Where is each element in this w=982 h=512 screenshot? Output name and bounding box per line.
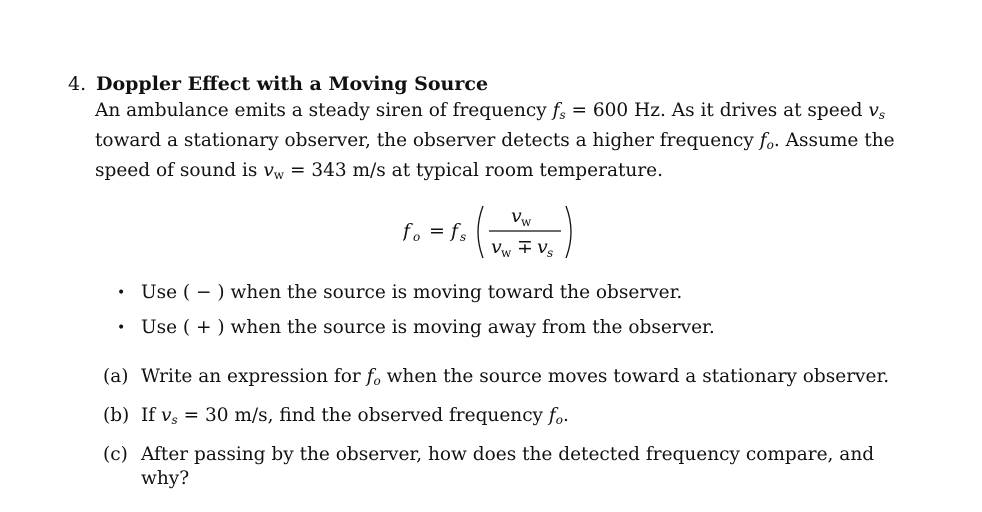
left-paren [478, 206, 483, 258]
intro-text: An ambulance emits a steady siren of frequency [95, 100, 547, 121]
math-symbol: f [552, 100, 560, 121]
formula-num-sub: w [521, 215, 532, 229]
part-label: (b) [103, 405, 130, 426]
formula-lhs: f [403, 220, 411, 242]
problem-number: 4. [68, 73, 87, 95]
part-text-line: After passing by the observer, how does the detected frequency compare, and [141, 444, 875, 465]
math-subscript: s [559, 108, 566, 122]
part-label: (c) [103, 444, 128, 465]
intro-text: = 600 Hz. [571, 100, 666, 121]
part-text-segment: = 30 m/s, find the observed frequency [183, 405, 544, 426]
part-c [103, 443, 893, 491]
part-b [103, 404, 893, 432]
intro-text: toward a stationary observer, the observer detects a higher frequency [95, 130, 754, 151]
math-symbol: v [263, 160, 274, 181]
part-text-segment: . [563, 405, 569, 426]
math-symbol: v [161, 405, 172, 426]
part-label: (a) [103, 366, 129, 387]
formula-equals: = [429, 220, 445, 242]
formula-den-v: v [491, 236, 502, 258]
bullet-icon: • [117, 285, 126, 301]
formula-fs-sub: s [460, 230, 467, 244]
math-symbol: f [366, 366, 374, 387]
intro-text: . Assume the [773, 130, 895, 151]
bullet-text: Use ( − ) when the source is moving toward the observer. [141, 282, 683, 303]
part-text-segment: Write an expression for [141, 366, 361, 387]
formula-den-op: ∓ [517, 236, 533, 258]
list-item [117, 281, 715, 316]
part-text-line: why? [141, 468, 190, 489]
math-subscript: s [171, 413, 178, 427]
intro-text: = 343 m/s at typical room temperature. [289, 160, 663, 181]
sign-rules-list [117, 281, 715, 351]
part-text-segment: when the source moves toward a stationary observer. [386, 366, 890, 387]
formula-den-vs: v [537, 236, 548, 258]
math-symbol: f [759, 130, 767, 151]
part-text-segment: If [141, 405, 156, 426]
formula-num-v: v [511, 205, 522, 227]
intro-paragraph [95, 98, 895, 188]
intro-line-2 [95, 128, 895, 158]
formula-lhs-sub: o [413, 230, 421, 244]
problem-title: Doppler Effect with a Moving Source [96, 73, 489, 95]
bullet-text: Use ( + ) when the source is moving away from the observer. [141, 317, 715, 338]
part-a [103, 365, 893, 393]
formula-fs: f [451, 220, 459, 242]
formula-den-sub: w [501, 246, 512, 260]
math-symbol: v [868, 100, 879, 121]
part-text [141, 365, 893, 393]
intro-text: As it drives at speed [671, 100, 863, 121]
math-subscript: o [373, 374, 381, 388]
right-paren [566, 206, 571, 258]
intro-line-3 [95, 158, 890, 188]
intro-line-1 [95, 98, 890, 128]
math-symbol: f [548, 405, 556, 426]
math-subscript: o [555, 413, 563, 427]
math-subscript: w [273, 168, 285, 182]
question-parts [103, 365, 893, 502]
part-text [141, 404, 893, 432]
doppler-formula [403, 200, 583, 264]
list-item [117, 316, 715, 351]
math-subscript: s [878, 108, 886, 122]
bullet-icon: • [117, 320, 126, 336]
math-subscript: o [766, 138, 774, 152]
intro-text: speed of sound is [95, 160, 258, 181]
part-text [141, 443, 893, 491]
formula-den-vs-sub: s [547, 246, 554, 260]
